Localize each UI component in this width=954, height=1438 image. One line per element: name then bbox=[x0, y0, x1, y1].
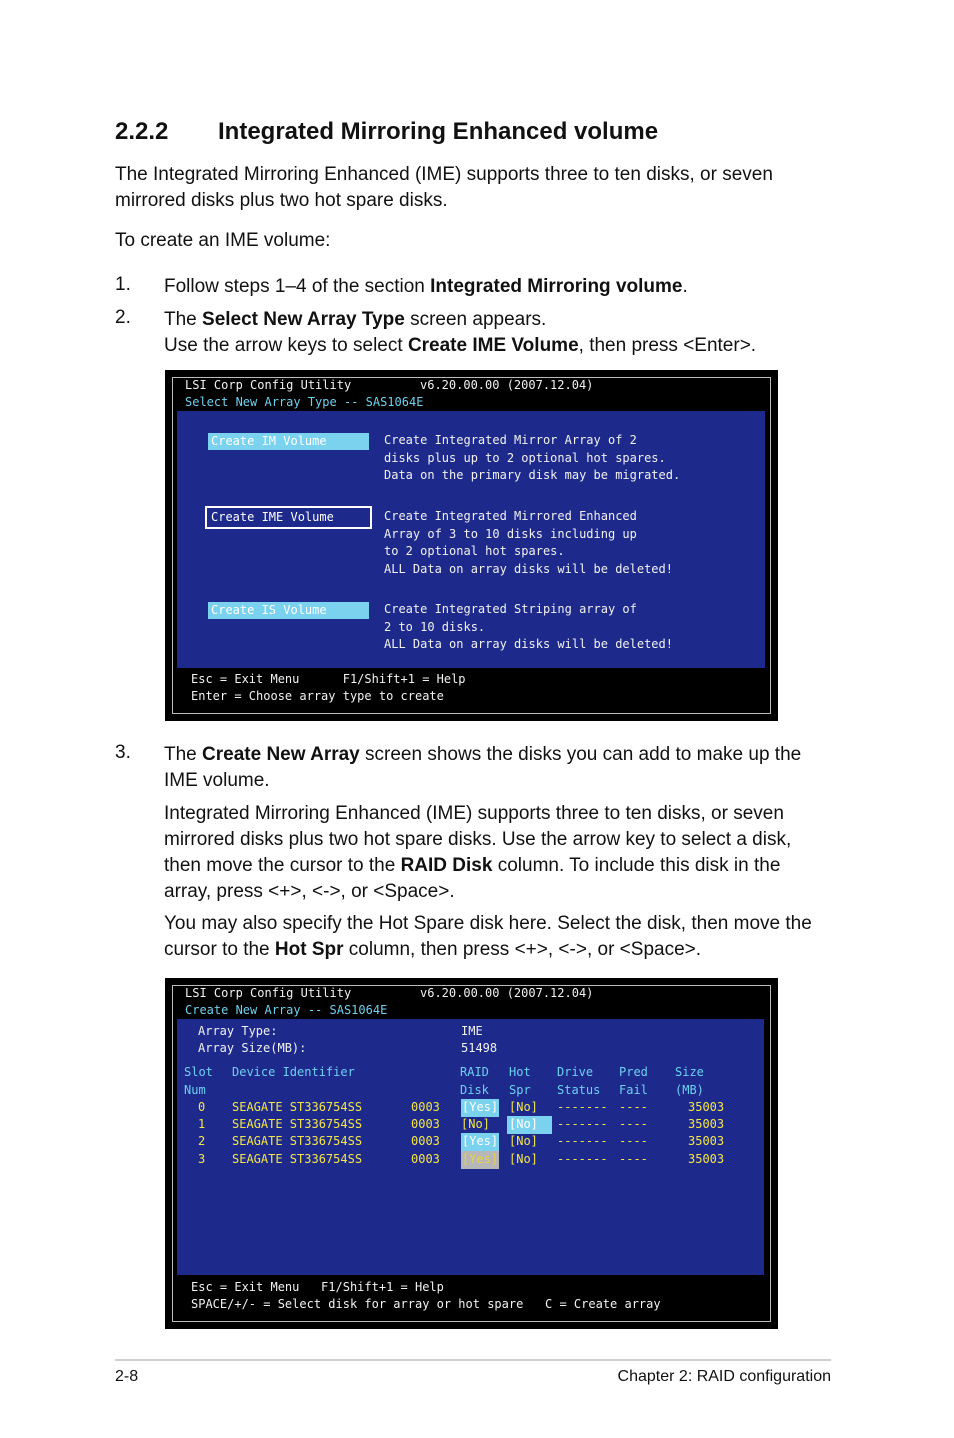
desc-line: Create Integrated Striping array of bbox=[384, 602, 637, 616]
hot-spare-value[interactable]: [No] bbox=[507, 1116, 552, 1134]
desc-line: ALL Data on array disks will be deleted! bbox=[384, 637, 673, 651]
raid-disk-value[interactable]: [Yes] bbox=[461, 1133, 499, 1151]
slot-num: 1 bbox=[198, 1117, 206, 1131]
create-ime-volume-option[interactable]: Create IME Volume bbox=[208, 509, 369, 526]
array-size-value: 51498 bbox=[461, 1041, 498, 1055]
raid-disk-value[interactable]: [Yes] bbox=[461, 1151, 499, 1169]
select-array-type-screen bbox=[165, 370, 778, 721]
step-text: You may also specify the Hot Spare disk here. Select the disk, then move the bbox=[164, 913, 812, 934]
step-text: column, then press <+>, <->, or <Space>. bbox=[343, 939, 702, 960]
chapter-title: Chapter 2: RAID configuration bbox=[617, 1368, 831, 1385]
header-line: Pred bbox=[619, 1065, 648, 1079]
table-row[interactable] bbox=[177, 1133, 764, 1151]
section-heading bbox=[115, 118, 658, 146]
header-device bbox=[232, 1064, 355, 1082]
table-row[interactable] bbox=[177, 1116, 764, 1134]
step-text: The bbox=[164, 309, 203, 330]
slot-num: 3 bbox=[198, 1152, 206, 1166]
step-bold: Integrated Mirroring volume bbox=[430, 276, 683, 297]
desc-line: Create Integrated Mirrored Enhanced bbox=[384, 509, 637, 523]
step-text: mirrored disks plus two hot spare disks. Use the arrow key to select a disk, bbox=[164, 829, 792, 850]
step-number: 1. bbox=[115, 274, 131, 295]
footer-divider bbox=[115, 1359, 831, 1361]
device-identifier: SEAGATE ST336754SS bbox=[232, 1117, 363, 1131]
step-text: Follow steps 1–4 of the section bbox=[164, 276, 431, 297]
step-bold: RAID Disk bbox=[400, 855, 493, 876]
header-line: RAID bbox=[460, 1065, 489, 1079]
size-mb: 35003 bbox=[688, 1117, 725, 1131]
header-line: Spr bbox=[509, 1082, 531, 1097]
array-size-label: Array Size(MB): bbox=[198, 1041, 307, 1055]
device-revision: 0003 bbox=[411, 1117, 440, 1131]
desc-line: disks plus up to 2 optional hot spares. bbox=[384, 450, 666, 465]
create-is-volume-option[interactable]: Create IS Volume bbox=[208, 602, 369, 619]
pred-fail: ---- bbox=[619, 1134, 648, 1148]
header-raid-disk bbox=[460, 1064, 489, 1099]
desc-line: Create Integrated Mirror Array of 2 bbox=[384, 433, 637, 447]
step-text: array, press <+>, <->, or <Space>. bbox=[164, 881, 455, 902]
step-3-text bbox=[164, 742, 801, 794]
table-row[interactable] bbox=[177, 1099, 764, 1117]
pred-fail: ---- bbox=[619, 1152, 648, 1166]
create-im-volume-option[interactable]: Create IM Volume bbox=[208, 433, 369, 450]
header-pred-fail bbox=[619, 1064, 648, 1099]
header-size bbox=[675, 1064, 704, 1099]
app-version: v6.20.00.00 (2007.12.04) bbox=[420, 986, 594, 1000]
section-number: 2.2.2 bbox=[115, 118, 169, 145]
help-line: Enter = Choose array type to create bbox=[191, 689, 444, 703]
hot-spare-description bbox=[164, 911, 812, 963]
drive-status: ------- bbox=[557, 1134, 608, 1148]
header-line: Status bbox=[557, 1082, 601, 1097]
step-number: 2. bbox=[115, 307, 131, 328]
options-pane bbox=[177, 411, 765, 668]
header-line: Num bbox=[184, 1082, 206, 1097]
pred-fail: ---- bbox=[619, 1100, 648, 1114]
intro-line: The Integrated Mirroring Enhanced (IME) supports three to ten disks, or seven bbox=[115, 164, 773, 185]
drive-status: ------- bbox=[557, 1100, 608, 1114]
table-row[interactable] bbox=[177, 1151, 764, 1169]
step-bold: Create IME Volume bbox=[407, 335, 579, 356]
desc-line: ALL Data on array disks will be deleted! bbox=[384, 561, 673, 576]
step-text: Use the arrow keys to select bbox=[164, 335, 408, 356]
step-bold: Create New Array bbox=[202, 744, 360, 765]
step-2-text bbox=[164, 307, 756, 359]
array-type-label: Array Type: bbox=[198, 1024, 278, 1038]
step-bold: Hot Spr bbox=[274, 939, 344, 960]
header-line: Size bbox=[675, 1065, 704, 1079]
header-slot bbox=[184, 1064, 213, 1099]
hot-spare-value[interactable]: [No] bbox=[509, 1134, 538, 1148]
size-mb: 35003 bbox=[688, 1134, 725, 1148]
step-1-text bbox=[164, 274, 688, 300]
app-title: LSI Corp Config Utility bbox=[185, 986, 352, 1000]
step-text: screen appears. bbox=[404, 309, 547, 330]
desc-line: Data on the primary disk may be migrated. bbox=[384, 468, 681, 482]
step-text: cursor to the bbox=[164, 939, 275, 960]
header-line: Fail bbox=[619, 1082, 648, 1097]
ime-description bbox=[164, 801, 791, 905]
app-title: LSI Corp Config Utility bbox=[185, 378, 352, 392]
page-number: 2-8 bbox=[115, 1368, 139, 1385]
slot-num: 2 bbox=[198, 1134, 206, 1148]
intro-line: mirrored disks plus two hot spare disks. bbox=[115, 190, 448, 211]
desc-line: Array of 3 to 10 disks including up bbox=[384, 526, 637, 541]
hot-spare-value[interactable]: [No] bbox=[509, 1152, 538, 1166]
device-revision: 0003 bbox=[411, 1152, 440, 1166]
raid-disk-value[interactable]: [Yes] bbox=[461, 1099, 499, 1117]
desc-line: 2 to 10 disks. bbox=[384, 619, 486, 634]
step-number: 3. bbox=[115, 742, 131, 763]
size-mb: 35003 bbox=[688, 1152, 725, 1166]
step-text: . bbox=[682, 276, 688, 297]
header-line: (MB) bbox=[675, 1082, 704, 1097]
array-type-value: IME bbox=[461, 1024, 483, 1038]
device-identifier: SEAGATE ST336754SS bbox=[232, 1134, 363, 1148]
array-pane bbox=[177, 1019, 764, 1275]
step-text: screen shows the disks you can add to make up the bbox=[359, 744, 802, 765]
header-line: Drive bbox=[557, 1065, 594, 1079]
raid-disk-value[interactable]: [No] bbox=[461, 1117, 490, 1131]
option-description bbox=[384, 601, 673, 654]
header-line: Disk bbox=[460, 1082, 489, 1097]
help-line: Esc = Exit Menu F1/Shift+1 = Help bbox=[191, 1280, 444, 1294]
device-identifier: SEAGATE ST336754SS bbox=[232, 1100, 363, 1114]
option-description bbox=[384, 508, 673, 578]
desc-line: to 2 optional hot spares. bbox=[384, 544, 565, 558]
app-version: v6.20.00.00 (2007.12.04) bbox=[420, 378, 594, 392]
option-description bbox=[384, 432, 680, 485]
screen-subtitle: Select New Array Type -- SAS1064E bbox=[185, 395, 424, 409]
help-line: Esc = Exit Menu F1/Shift+1 = Help bbox=[191, 672, 466, 686]
header-line: Slot bbox=[184, 1065, 213, 1079]
create-new-array-screen bbox=[165, 978, 778, 1329]
drive-status: ------- bbox=[557, 1117, 608, 1131]
pred-fail: ---- bbox=[619, 1117, 648, 1131]
hot-spare-value[interactable]: [No] bbox=[509, 1100, 538, 1114]
step-text: IME volume. bbox=[164, 770, 270, 791]
device-revision: 0003 bbox=[411, 1100, 440, 1114]
header-drive-status bbox=[557, 1064, 600, 1099]
section-title: Integrated Mirroring Enhanced volume bbox=[218, 118, 659, 145]
slot-num: 0 bbox=[198, 1100, 206, 1114]
header-line: Device Identifier bbox=[232, 1065, 355, 1079]
device-identifier: SEAGATE ST336754SS bbox=[232, 1152, 363, 1166]
screen-subtitle: Create New Array -- SAS1064E bbox=[185, 1003, 388, 1017]
step-text: then move the cursor to the bbox=[164, 855, 401, 876]
step-text: , then press <Enter>. bbox=[578, 335, 757, 356]
step-bold: Select New Array Type bbox=[202, 309, 405, 330]
step-text: column. To include this disk in the bbox=[492, 855, 781, 876]
help-line: SPACE/+/- = Select disk for array or hot spare C = Create array bbox=[191, 1297, 661, 1311]
intro-paragraph bbox=[115, 162, 773, 214]
create-intro: To create an IME volume: bbox=[115, 230, 331, 251]
step-text: Integrated Mirroring Enhanced (IME) supports three to ten disks, or seven bbox=[164, 803, 784, 824]
header-hot-spr bbox=[509, 1064, 531, 1099]
drive-status: ------- bbox=[557, 1152, 608, 1166]
size-mb: 35003 bbox=[688, 1100, 725, 1114]
header-line: Hot bbox=[509, 1065, 531, 1079]
device-revision: 0003 bbox=[411, 1134, 440, 1148]
step-text: The bbox=[164, 744, 203, 765]
